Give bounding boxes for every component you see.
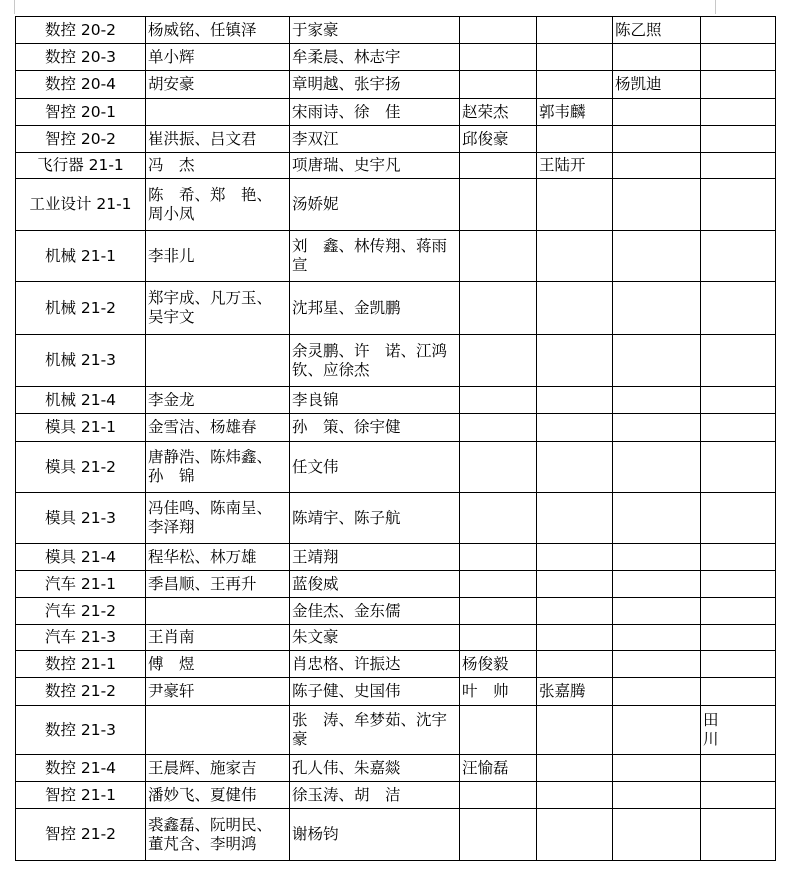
name-cell: 尹豪轩 <box>146 678 290 706</box>
name-cell: 胡安豪 <box>146 71 290 99</box>
name-cell <box>701 153 776 179</box>
name-cell <box>613 678 701 706</box>
name-cell: 徐玉涛、胡 洁 <box>290 782 460 809</box>
name-cell: 金雪洁、杨雄春 <box>146 414 290 442</box>
name-cell <box>460 179 537 231</box>
name-cell: 汤娇妮 <box>290 179 460 231</box>
table-row <box>16 126 776 153</box>
name-cell <box>537 809 613 861</box>
name-cell: 王晨辉、施家吉 <box>146 755 290 782</box>
name-cell <box>537 17 613 44</box>
name-cell <box>701 414 776 442</box>
name-cell <box>537 755 613 782</box>
name-cell <box>613 179 701 231</box>
name-cell: 张 涛、牟梦茹、沈宇豪 <box>290 706 460 755</box>
name-cell: 汪愉磊 <box>460 755 537 782</box>
name-cell: 傅 煜 <box>146 651 290 678</box>
table-row <box>16 442 776 493</box>
class-name-cell: 模具 21-1 <box>16 414 146 442</box>
name-cell <box>460 387 537 414</box>
table-row <box>16 544 776 571</box>
table-row <box>16 625 776 651</box>
table-row <box>16 651 776 678</box>
name-cell <box>613 99 701 126</box>
name-cell <box>613 231 701 282</box>
class-name-cell: 数控 20-2 <box>16 17 146 44</box>
name-cell <box>537 571 613 598</box>
table-row <box>16 755 776 782</box>
name-cell <box>701 544 776 571</box>
class-name-cell: 模具 21-3 <box>16 493 146 544</box>
name-cell <box>460 335 537 387</box>
name-cell: 谢杨钧 <box>290 809 460 861</box>
name-cell: 王肖南 <box>146 625 290 651</box>
name-cell <box>701 126 776 153</box>
name-cell <box>460 571 537 598</box>
name-cell <box>613 153 701 179</box>
name-cell <box>701 335 776 387</box>
page-corner-mark-left <box>14 0 15 14</box>
name-cell: 李金龙 <box>146 387 290 414</box>
name-cell <box>460 598 537 625</box>
name-cell: 孔人伟、朱嘉燚 <box>290 755 460 782</box>
class-name-cell: 机械 21-3 <box>16 335 146 387</box>
name-cell <box>460 706 537 755</box>
name-cell <box>701 493 776 544</box>
name-cell: 邱俊豪 <box>460 126 537 153</box>
table-row <box>16 387 776 414</box>
class-name-cell: 数控 21-3 <box>16 706 146 755</box>
name-cell: 陈 希、郑 艳、周小凤 <box>146 179 290 231</box>
name-cell <box>460 782 537 809</box>
name-cell: 冯 杰 <box>146 153 290 179</box>
name-cell <box>460 493 537 544</box>
name-cell <box>613 387 701 414</box>
name-cell <box>537 625 613 651</box>
table-row <box>16 706 776 755</box>
class-name-cell: 机械 21-2 <box>16 282 146 335</box>
class-name-cell: 智控 21-1 <box>16 782 146 809</box>
name-cell <box>701 625 776 651</box>
name-cell <box>613 809 701 861</box>
class-name-cell: 数控 20-4 <box>16 71 146 99</box>
table-row <box>16 282 776 335</box>
name-cell <box>701 755 776 782</box>
name-cell <box>537 335 613 387</box>
name-cell <box>537 231 613 282</box>
class-name-cell: 模具 21-2 <box>16 442 146 493</box>
table-row <box>16 493 776 544</box>
name-cell <box>701 678 776 706</box>
page-corner-mark-right <box>715 0 716 14</box>
name-cell <box>146 598 290 625</box>
name-cell <box>537 442 613 493</box>
name-cell: 孙 策、徐宇健 <box>290 414 460 442</box>
name-cell: 余灵鹏、许 诺、江鸿钦、应徐杰 <box>290 335 460 387</box>
class-name-cell: 数控 21-2 <box>16 678 146 706</box>
table-row <box>16 598 776 625</box>
name-cell <box>460 414 537 442</box>
name-cell: 肖忠格、许振达 <box>290 651 460 678</box>
name-cell: 金佳杰、金东儒 <box>290 598 460 625</box>
name-cell: 陈子健、史国伟 <box>290 678 460 706</box>
name-cell <box>146 99 290 126</box>
name-cell <box>701 598 776 625</box>
name-cell <box>460 625 537 651</box>
name-cell <box>701 71 776 99</box>
name-cell: 沈邦星、金凯鹏 <box>290 282 460 335</box>
table-row <box>16 782 776 809</box>
table-row <box>16 809 776 861</box>
name-cell <box>613 651 701 678</box>
name-cell: 李非儿 <box>146 231 290 282</box>
name-cell <box>613 414 701 442</box>
name-cell: 陈乙照 <box>613 17 701 44</box>
name-cell: 赵荣杰 <box>460 99 537 126</box>
name-cell <box>537 493 613 544</box>
name-cell <box>701 282 776 335</box>
name-cell <box>460 442 537 493</box>
name-cell <box>537 71 613 99</box>
name-cell <box>460 17 537 44</box>
name-cell <box>613 126 701 153</box>
name-cell: 宋雨诗、徐 佳 <box>290 99 460 126</box>
name-cell: 季昌顺、王再升 <box>146 571 290 598</box>
name-cell <box>701 809 776 861</box>
name-cell: 李双江 <box>290 126 460 153</box>
name-cell <box>537 126 613 153</box>
name-cell <box>146 335 290 387</box>
table-row <box>16 153 776 179</box>
name-cell: 郭韦麟 <box>537 99 613 126</box>
name-cell: 裘鑫磊、阮明民、董芃含、李明鸿 <box>146 809 290 861</box>
name-cell: 杨俊毅 <box>460 651 537 678</box>
name-cell <box>537 544 613 571</box>
name-cell <box>613 544 701 571</box>
name-cell: 陈靖宇、陈子航 <box>290 493 460 544</box>
class-name-cell: 机械 21-1 <box>16 231 146 282</box>
name-cell <box>537 598 613 625</box>
name-cell <box>537 706 613 755</box>
name-cell: 冯佳鸣、陈南呈、李泽翔 <box>146 493 290 544</box>
name-cell: 章明越、张宇扬 <box>290 71 460 99</box>
name-cell <box>537 282 613 335</box>
name-cell <box>613 493 701 544</box>
name-cell <box>613 44 701 71</box>
name-cell <box>701 99 776 126</box>
table-row <box>16 414 776 442</box>
name-cell <box>701 571 776 598</box>
name-cell <box>701 179 776 231</box>
name-cell <box>613 282 701 335</box>
table-row <box>16 179 776 231</box>
name-cell <box>613 598 701 625</box>
class-name-cell: 智控 20-1 <box>16 99 146 126</box>
name-cell: 朱文豪 <box>290 625 460 651</box>
name-cell <box>701 442 776 493</box>
name-cell <box>537 782 613 809</box>
class-name-cell: 飞行器 21-1 <box>16 153 146 179</box>
name-cell: 任文伟 <box>290 442 460 493</box>
award-list-table <box>15 16 776 861</box>
name-cell <box>701 17 776 44</box>
name-cell <box>613 571 701 598</box>
name-cell: 项唐瑞、史宇凡 <box>290 153 460 179</box>
name-cell: 崔洪振、吕文君 <box>146 126 290 153</box>
name-cell: 王靖翔 <box>290 544 460 571</box>
class-name-cell: 机械 21-4 <box>16 387 146 414</box>
name-cell <box>460 44 537 71</box>
class-name-cell: 汽车 21-2 <box>16 598 146 625</box>
name-cell: 唐静浩、陈炜鑫、孙 锦 <box>146 442 290 493</box>
class-name-cell: 汽车 21-3 <box>16 625 146 651</box>
name-cell <box>460 544 537 571</box>
name-cell: 潘妙飞、夏健伟 <box>146 782 290 809</box>
name-cell <box>537 387 613 414</box>
class-name-cell: 数控 21-1 <box>16 651 146 678</box>
name-cell <box>613 335 701 387</box>
name-cell: 单小辉 <box>146 44 290 71</box>
name-cell: 叶 帅 <box>460 678 537 706</box>
name-cell <box>460 231 537 282</box>
table-row <box>16 44 776 71</box>
name-cell: 李良锦 <box>290 387 460 414</box>
class-name-cell: 数控 20-3 <box>16 44 146 71</box>
table-body <box>16 17 776 861</box>
class-name-cell: 模具 21-4 <box>16 544 146 571</box>
name-cell: 郑宇成、凡万玉、吴宇文 <box>146 282 290 335</box>
name-cell: 于家豪 <box>290 17 460 44</box>
name-cell <box>701 231 776 282</box>
table-row <box>16 17 776 44</box>
name-cell <box>701 782 776 809</box>
class-name-cell: 工业设计 21-1 <box>16 179 146 231</box>
name-cell <box>460 809 537 861</box>
name-cell <box>701 387 776 414</box>
name-cell <box>460 71 537 99</box>
table-row <box>16 99 776 126</box>
table-row <box>16 335 776 387</box>
name-cell: 杨凯迪 <box>613 71 701 99</box>
name-cell <box>460 153 537 179</box>
name-cell <box>613 706 701 755</box>
name-cell <box>537 414 613 442</box>
table-row <box>16 678 776 706</box>
class-name-cell: 汽车 21-1 <box>16 571 146 598</box>
name-cell: 田 川 <box>701 706 776 755</box>
name-cell <box>537 44 613 71</box>
name-cell <box>537 651 613 678</box>
name-cell <box>537 179 613 231</box>
name-cell: 蓝俊威 <box>290 571 460 598</box>
name-cell: 王陆开 <box>537 153 613 179</box>
name-cell <box>613 625 701 651</box>
class-name-cell: 数控 21-4 <box>16 755 146 782</box>
table-row <box>16 71 776 99</box>
table-row <box>16 571 776 598</box>
name-cell <box>460 282 537 335</box>
name-cell: 刘 鑫、林传翔、蒋雨宣 <box>290 231 460 282</box>
class-name-cell: 智控 20-2 <box>16 126 146 153</box>
name-cell: 程华松、林万雄 <box>146 544 290 571</box>
name-cell <box>146 706 290 755</box>
name-cell <box>613 442 701 493</box>
table-row <box>16 231 776 282</box>
name-cell <box>701 44 776 71</box>
name-cell: 牟柔晨、林志宇 <box>290 44 460 71</box>
name-cell <box>613 782 701 809</box>
name-cell <box>701 651 776 678</box>
name-cell <box>613 755 701 782</box>
name-cell: 张嘉腾 <box>537 678 613 706</box>
class-name-cell: 智控 21-2 <box>16 809 146 861</box>
name-cell: 杨威铭、任镇泽 <box>146 17 290 44</box>
